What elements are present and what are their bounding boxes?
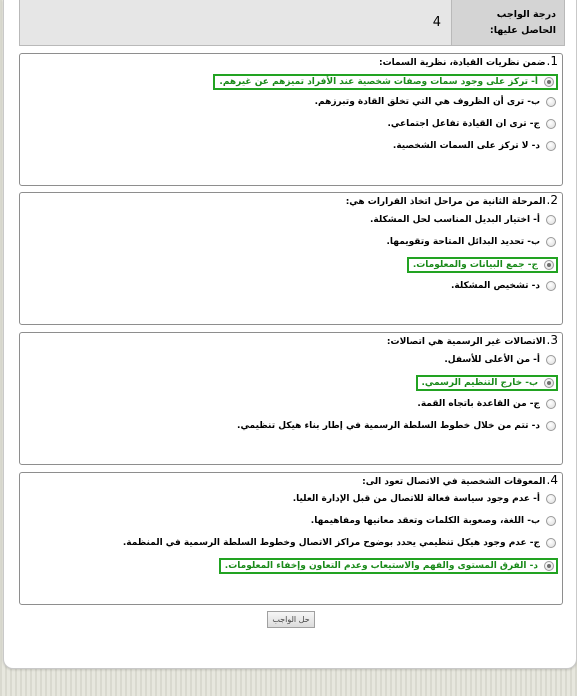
radio-button[interactable]: [546, 494, 556, 504]
submit-assignment-button[interactable]: حل الواجب: [267, 611, 315, 628]
option-text: ب- خارج التنظيم الرسمي.: [421, 378, 538, 388]
option-text: ج- جمع البيانات والمعلومات.: [412, 260, 538, 270]
question-number: 3: [550, 333, 558, 347]
radio-button[interactable]: [544, 260, 554, 270]
grade-label: درجة الواجب الحاصل عليها:: [451, 0, 564, 45]
radio-button[interactable]: [546, 516, 556, 526]
option-text: ج- عدم وجود هيكل تنظيمي يحدد بوضوح مراكز الاتصال وخطوط السلطة الرسمية في المنظمة.: [122, 538, 540, 548]
option-text: د- لا تركز على السمات الشخصية.: [392, 141, 540, 151]
option-q2-b[interactable]: [386, 237, 556, 247]
question-2: [19, 192, 563, 325]
option-q4-b[interactable]: [311, 516, 556, 526]
option-text: د- تتم من خلال خطوط السلطة الرسمية في إطار بناء هيكل تنظيمي.: [237, 421, 540, 431]
radio-button[interactable]: [546, 355, 556, 365]
option-q2-a[interactable]: [370, 215, 556, 225]
option-text: ب- ترى أن الظروف هي التي تخلق القادة وتبرزهم.: [314, 97, 540, 107]
question-text: المعوقات الشخصية في الاتصال تعود الى:: [362, 477, 546, 487]
option-text: ج- ترى ان القيادة تفاعل اجتماعي.: [387, 119, 540, 129]
option-q3-d[interactable]: [237, 421, 556, 431]
option-text: أ- عدم وجود سياسة فعالة للاتصال من قبل الإدارة العليا.: [292, 494, 540, 504]
radio-button[interactable]: [544, 561, 554, 571]
question-text: المرحلة الثانية من مراحل اتخاذ القرارات هي:: [345, 197, 546, 207]
radio-button[interactable]: [546, 237, 556, 247]
radio-button[interactable]: [544, 77, 554, 87]
option-text: أ- تركز على وجود سمات وصفات شخصية عند الأفراد تميزهم عن غيرهم.: [219, 77, 538, 87]
radio-button[interactable]: [546, 215, 556, 225]
option-q4-a[interactable]: [293, 494, 556, 504]
radio-button[interactable]: [546, 538, 556, 548]
option-q1-b[interactable]: [315, 97, 556, 107]
option-text: د- تشخيص المشكلة.: [450, 281, 540, 291]
radio-button[interactable]: [546, 97, 556, 107]
option-q1-c[interactable]: [387, 119, 556, 129]
option-q3-c[interactable]: [417, 399, 556, 409]
question-header: 2 . المرحلة الثانية من مراحل اتخاذ القرارات هي:: [345, 193, 558, 207]
option-q2-c[interactable]: [407, 257, 558, 273]
question-header: 4 . المعوقات الشخصية في الاتصال تعود الى:: [362, 473, 558, 487]
question-number: 1: [550, 54, 558, 68]
option-q3-b[interactable]: [416, 375, 559, 391]
question-text: الاتصالات غير الرسمية هي اتصالات:: [386, 337, 546, 347]
option-q4-d[interactable]: [219, 558, 558, 574]
option-q3-a[interactable]: [444, 355, 556, 365]
page-container: [3, 0, 577, 669]
option-text: ب- تحديد البدائل المتاحة وتقويمها.: [386, 237, 540, 247]
question-header: 1 . ضمن نظريات القيادة، نظرية السمات:: [379, 54, 558, 68]
question-1: [19, 53, 563, 186]
question-4: [19, 472, 563, 605]
radio-button[interactable]: [546, 141, 556, 151]
option-q1-a[interactable]: [213, 74, 558, 90]
question-header: 3 . الاتصالات غير الرسمية هي اتصالات:: [386, 333, 558, 347]
option-text: د- الفرق المستوى والفهم والاستيعاب وعدم التعاون وإخفاء المعلومات.: [224, 561, 538, 571]
radio-button[interactable]: [546, 399, 556, 409]
radio-button[interactable]: [546, 119, 556, 129]
grade-summary: [19, 0, 565, 46]
radio-button[interactable]: [546, 281, 556, 291]
question-text: ضمن نظريات القيادة، نظرية السمات:: [379, 58, 546, 68]
option-q2-d[interactable]: [451, 281, 556, 291]
question-number: 4: [550, 473, 558, 487]
option-text: أ- من الأعلى للأسفل.: [444, 355, 540, 365]
radio-button[interactable]: [546, 421, 556, 431]
question-number: 2: [550, 193, 558, 207]
option-q1-d[interactable]: [393, 141, 556, 151]
radio-button[interactable]: [544, 378, 554, 388]
option-text: ب- اللغة، وصعوبة الكلمات وتعقد معانيها ومفاهيمها.: [310, 516, 540, 526]
option-text: ج- من القاعدة باتجاه القمة.: [417, 399, 540, 409]
option-q4-c[interactable]: [123, 538, 556, 548]
grade-value: 4: [432, 15, 441, 30]
question-3: [19, 332, 563, 465]
option-text: أ- اختيار البديل المناسب لحل المشكلة.: [370, 215, 540, 225]
